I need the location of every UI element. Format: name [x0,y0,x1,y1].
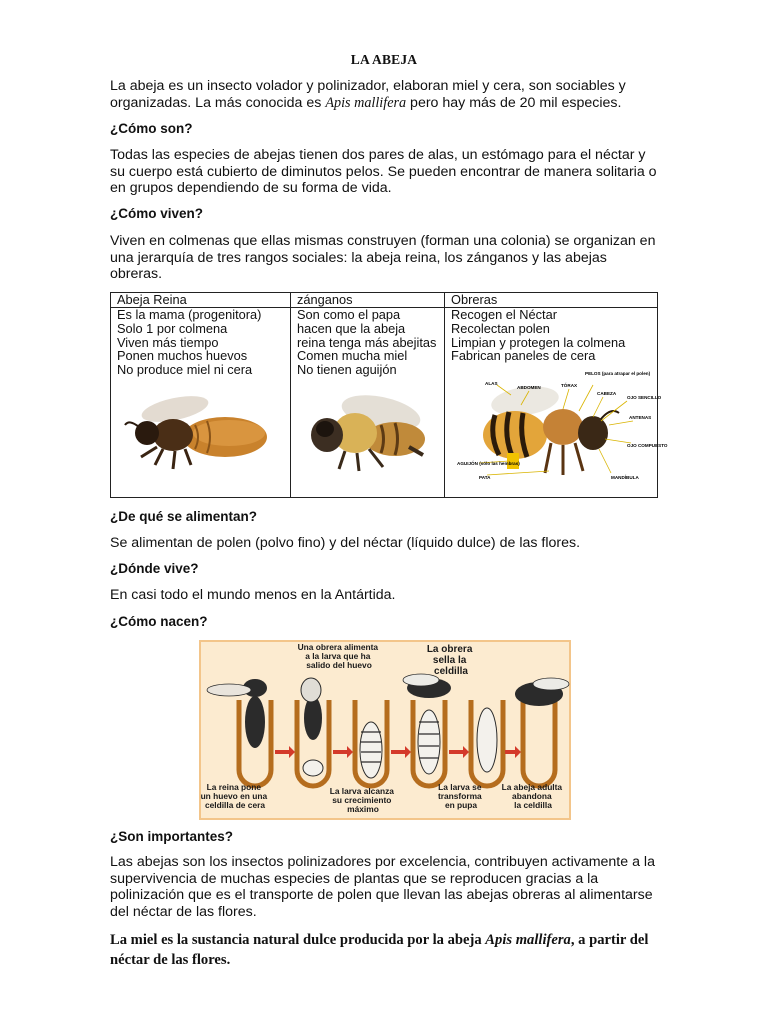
heading-importantes: ¿Son importantes? [110,829,234,844]
closing-statement [110,931,662,970]
paragraph-como-viven: Viven en colmenas que ellas mismas construyen (forman una colonia) se organizan en una jerarquía de tres rangos sociales: la abeja reina, los zánganos y las abejas obreras. [110,233,656,282]
label-abdomen: ABDOMEN [517,385,541,391]
heading-como-viven: ¿Cómo viven? [110,206,204,221]
list-item: Solo 1 por colmena [117,320,228,336]
worker-anatomy-diagram [451,363,668,495]
list-item: Fabrican paneles de cera [451,348,596,364]
list-item: Ponen muchos huevos [117,348,248,364]
worker-anatomy-image [451,363,668,497]
lifecycle-illustration [199,640,571,820]
drone-bee-illustration [297,377,437,487]
list-item: Recolectan polen [451,320,550,336]
lifecycle-caption-adult: La abeja adulta abandona la celdilla [501,782,563,810]
list-item: Limpian y protegen la colmena [451,334,626,350]
header-worker: Obreras [445,293,658,308]
heading-alimentan: ¿De qué se alimentan? [110,509,258,524]
worker-traits [451,308,651,363]
list-item: No produce miel ni cera [117,362,253,378]
document-title: LA ABEJA [350,52,418,67]
drone-traits [297,308,438,377]
lifecycle-caption-pupa: La larva se transforma en pupa [437,782,482,810]
intro-text-end: pero hay más de 20 mil especies. [406,94,622,111]
table-header-row [111,293,658,308]
closing-text: La miel es la sustancia natural dulce producida por la abeja [110,932,486,948]
lifecycle-caption-feed: Una obrera alimenta a la larva que ha salido del huevo [297,642,379,670]
list-item: Comen mucha miel [297,348,408,364]
header-queen: Abeja Reina [111,293,291,308]
label-antenas: ANTENAS [629,415,652,421]
label-torax: TÓRAX [561,383,578,389]
paragraph-donde: En casi todo el mundo menos en la Antártida. [110,587,396,603]
drone-cell [291,308,445,498]
label-aguijon: AGUIJÓN (sólo las hembras) [457,461,520,467]
queen-traits [117,308,284,377]
species-name: Apis mallifera [325,94,407,111]
header-drone: zánganos [291,293,445,308]
list-item: hacen que la abeja [297,320,406,336]
label-ojo-compuesto: OJO COMPUESTO [627,443,668,449]
list-item: Es la mama (progenitora) [117,307,262,322]
lifecycle-image [199,640,571,820]
list-item: Viven más tiempo [117,334,219,350]
lifecycle-caption-larva: La larva alcanza su crecimiento máximo [329,786,394,814]
drone-bee-image [297,377,438,497]
lifecycle-caption-seal: La obrera sella la celdilla [426,644,473,677]
paragraph-alimentan: Se alimentan de polen (polvo fino) y del néctar (líquido dulce) de las flores. [110,535,581,551]
worker-cell [445,307,668,498]
closing-species-name: Apis mallifera [485,932,571,948]
queen-cell [111,308,291,498]
closing-text-end: , a partir del néctar de las flores. [110,932,649,968]
lifecycle-caption-egg: La reina pone un huevo en una celdilla de cera [200,782,268,810]
list-item: reina tenga más abejitas [297,334,437,350]
heading-como-son: ¿Cómo son? [110,121,193,136]
castes-table [110,292,668,498]
label-cabeza: CABEZA [597,391,617,397]
table-body-row [111,308,658,498]
paragraph-importantes: Las abejas son los insectos polinizadores por excelencia, contribuyen activamente a la supervivencia de muchas especies de plantas que se reproducen gracias a la polinización que es el transporte de polen que llevan las abejas obreras al alimentarse del néctar de las flores. [110,854,655,920]
heading-donde: ¿Dónde vive? [110,561,199,576]
paragraph-como-son: Todas las especies de abejas tienen dos pares de alas, un estómago para el néctar y su cuerpo está cubierto de diminutos pelos. Se pueden encontrar de manera solitaria o en grupos dependiendo de su forma de vida. [110,147,657,196]
heading-como-nacen: ¿Cómo nacen? [110,614,208,629]
queen-bee-illustration [117,377,277,487]
label-mandibula: MANDÍBULA [611,475,639,481]
label-alas: ALAS [485,381,498,387]
label-ojo-sencillo: OJO SENCILLO [627,395,662,401]
list-item: Recogen el Néctar [451,307,557,322]
label-pelos: PELOS (para atrapar el polen) [585,371,651,377]
list-item: No tienen aguijón [297,362,397,378]
list-item: Son como el papa [297,307,401,322]
queen-bee-image [117,377,284,497]
intro-paragraph [110,78,658,111]
label-pata: PATA [479,475,491,481]
intro-text: La abeja es un insecto volador y polinizador, elaboran miel y cera, son sociables y organizadas. La más conocida es [110,78,626,111]
